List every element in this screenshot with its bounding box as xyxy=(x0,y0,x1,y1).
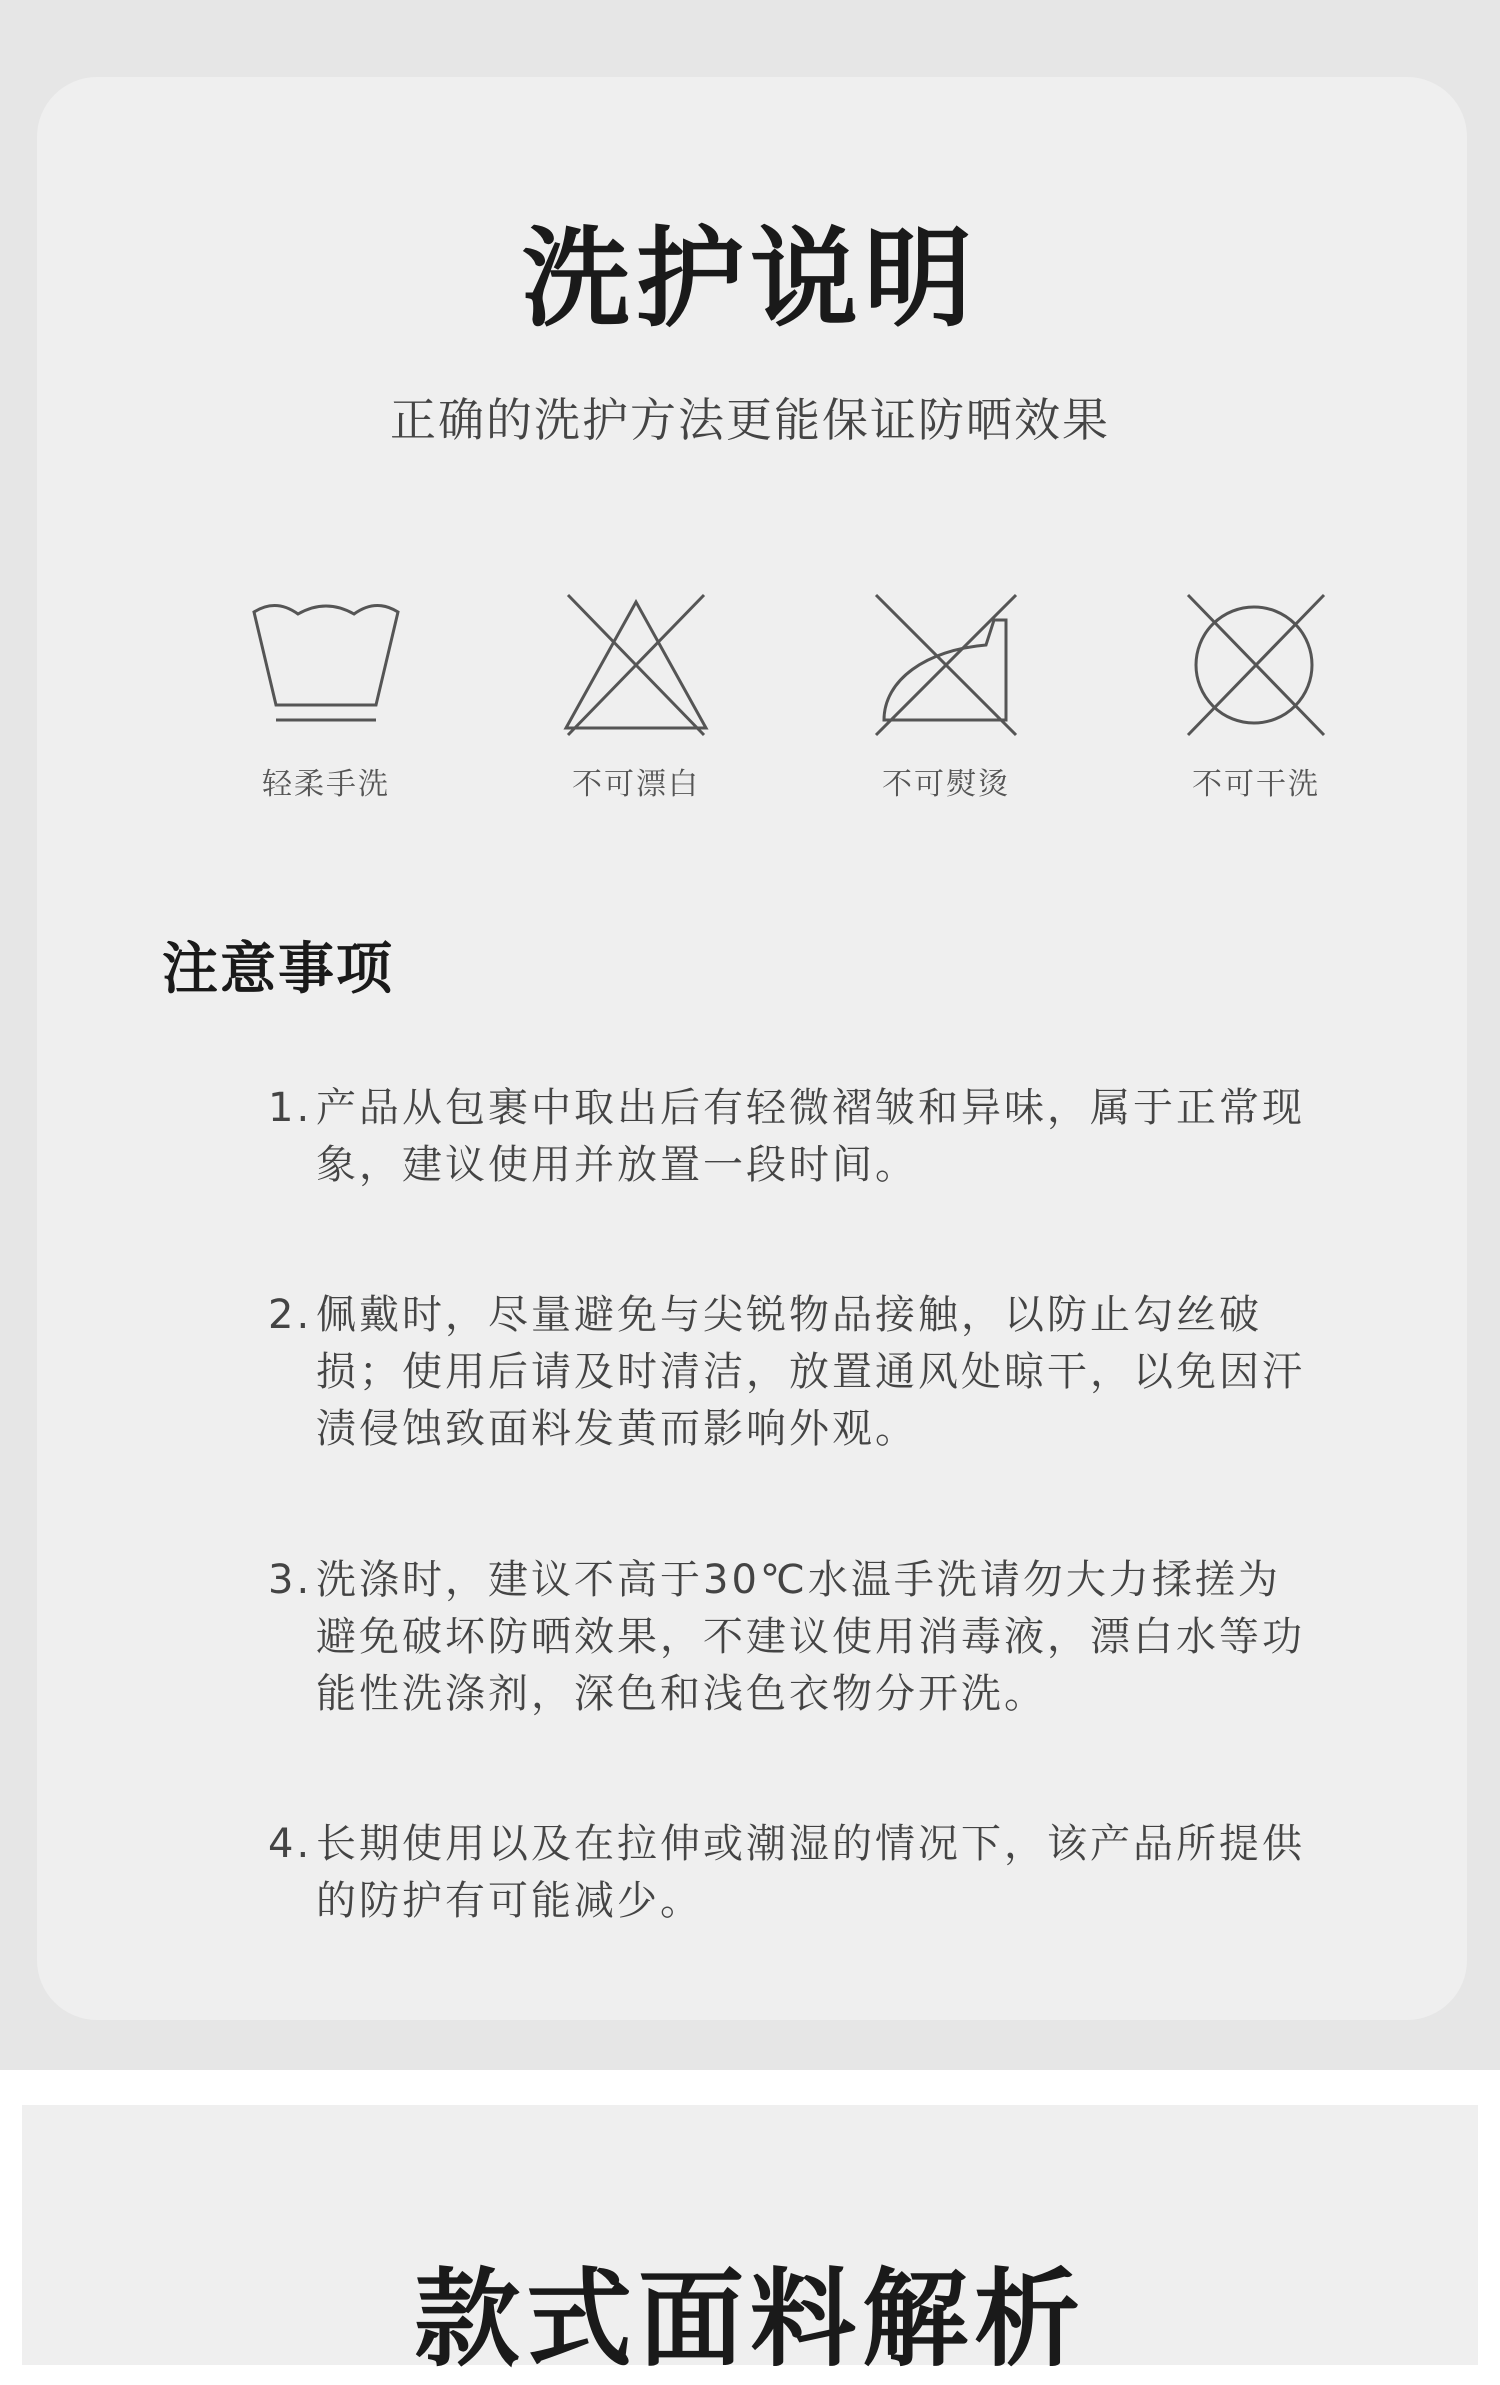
no-bleach-icon xyxy=(556,590,716,740)
note-item-2 xyxy=(268,1287,1308,1458)
note-text: 佩戴时，尽量避免与尖锐物品接触，以防止勾丝破损；使用后请及时清洁，放置通风处晾干，以免因汗渍侵蚀致面料发黄而影响外观。 xyxy=(316,1292,1305,1452)
notes-title: 注意事项 xyxy=(162,937,394,1002)
hand-wash-icon xyxy=(246,590,406,730)
note-item-1 xyxy=(268,1080,1308,1194)
care-label: 轻柔手洗 xyxy=(262,767,390,802)
note-item-3 xyxy=(268,1552,1308,1723)
care-item-hand-wash xyxy=(206,590,446,820)
note-number: 3. xyxy=(268,1557,313,1603)
note-number: 2. xyxy=(268,1292,313,1338)
page-title: 洗护说明 xyxy=(521,217,978,342)
no-dry-clean-icon xyxy=(1176,590,1336,740)
page-subtitle: 正确的洗护方法更能保证防晒效果 xyxy=(390,393,1110,447)
note-item-4 xyxy=(268,1816,1308,1930)
care-item-no-bleach xyxy=(516,590,756,820)
note-number: 1. xyxy=(268,1085,313,1131)
care-item-no-iron xyxy=(826,590,1066,820)
note-text: 长期使用以及在拉伸或潮湿的情况下，该产品所提供的防护有可能减少。 xyxy=(316,1821,1305,1924)
note-text: 产品从包裹中取出后有轻微褶皱和异味，属于正常现象，建议使用并放置一段时间。 xyxy=(316,1085,1305,1188)
no-iron-icon xyxy=(866,590,1026,740)
care-item-no-dry-clean xyxy=(1136,590,1376,820)
care-label: 不可干洗 xyxy=(1192,767,1320,802)
fabric-section-title: 款式面料解析 xyxy=(414,2258,1086,2381)
note-number: 4. xyxy=(268,1821,313,1867)
care-label: 不可漂白 xyxy=(572,767,700,802)
care-label: 不可熨烫 xyxy=(882,767,1010,802)
note-text: 洗涤时，建议不高于30℃水温手洗请勿大力揉搓为避免破坏防晒效果，不建议使用消毒液，漂白水等功能性洗涤剂，深色和浅色衣物分开洗。 xyxy=(316,1557,1305,1717)
care-card xyxy=(37,77,1467,2020)
